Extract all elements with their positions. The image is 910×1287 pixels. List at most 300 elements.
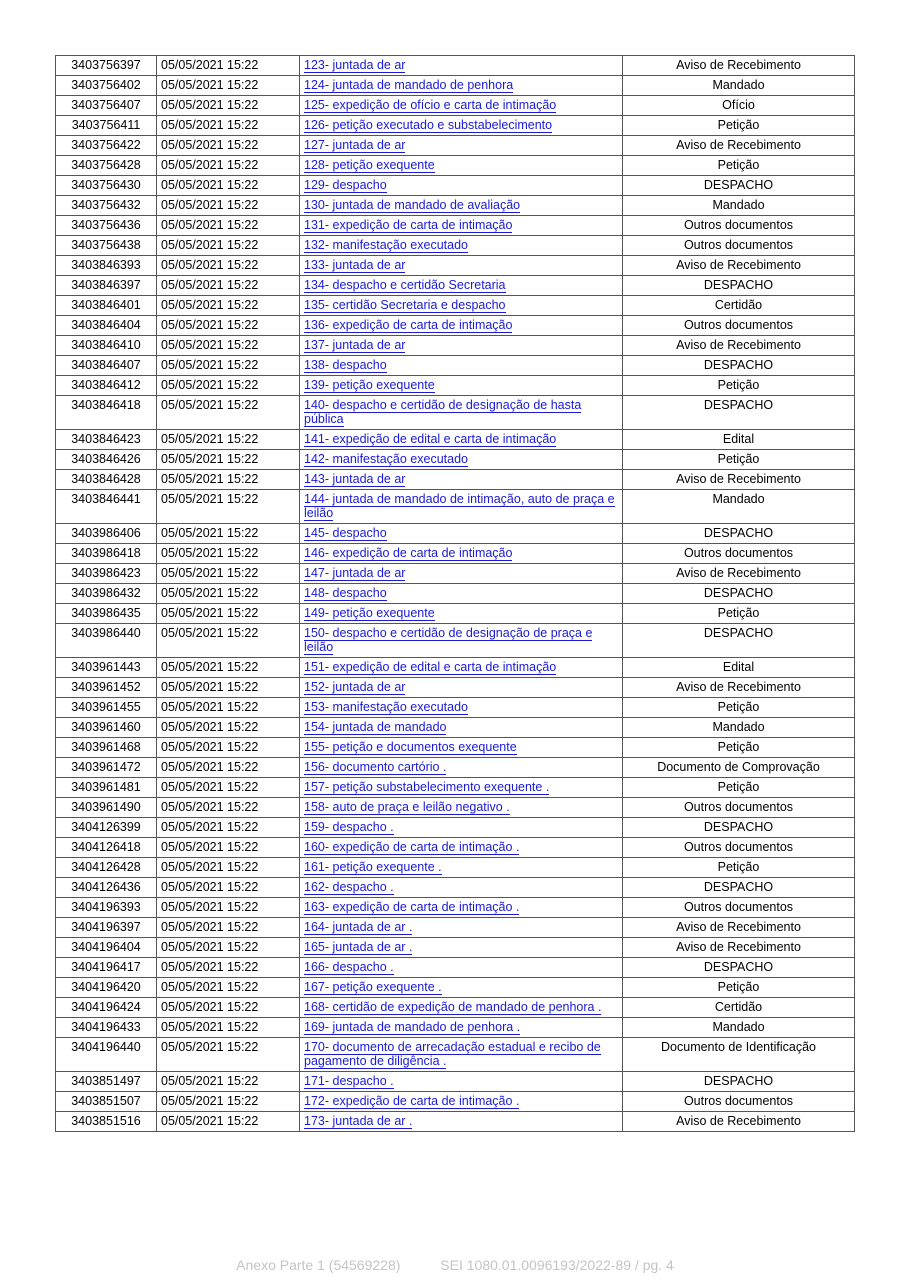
document-type-cell: Mandado [623,1018,855,1038]
table-row [56,316,855,336]
document-link[interactable]: 167- petição exequente . [304,980,442,994]
table-row [56,604,855,624]
document-link[interactable]: 145- despacho [304,526,387,540]
document-date-cell: 05/05/2021 15:22 [157,718,300,738]
document-type-cell: DESPACHO [623,176,855,196]
document-id-cell: 3403851516 [56,1112,157,1132]
document-type-cell: Aviso de Recebimento [623,56,855,76]
document-description-cell [300,1072,623,1092]
document-type-cell: Edital [623,658,855,678]
table-row [56,96,855,116]
document-type-cell: Petição [623,156,855,176]
table-row [56,276,855,296]
document-description-cell [300,136,623,156]
document-date-cell: 05/05/2021 15:22 [157,624,300,658]
document-date-cell: 05/05/2021 15:22 [157,356,300,376]
document-type-cell: Outros documentos [623,898,855,918]
document-description-cell [300,296,623,316]
document-description-cell [300,658,623,678]
document-date-cell: 05/05/2021 15:22 [157,1038,300,1072]
document-id-cell: 3403756407 [56,96,157,116]
document-date-cell: 05/05/2021 15:22 [157,1072,300,1092]
document-type-cell: DESPACHO [623,276,855,296]
document-date-cell: 05/05/2021 15:22 [157,296,300,316]
document-type-cell: Petição [623,450,855,470]
document-date-cell: 05/05/2021 15:22 [157,236,300,256]
document-link[interactable]: 172- expedição de carta de intimação . [304,1094,520,1108]
table-row [56,470,855,490]
document-id-cell: 3403961452 [56,678,157,698]
table-row [56,236,855,256]
document-id-cell: 3403846428 [56,470,157,490]
document-description-cell [300,450,623,470]
document-type-cell: Aviso de Recebimento [623,336,855,356]
document-date-cell: 05/05/2021 15:22 [157,490,300,524]
document-description-cell [300,176,623,196]
document-link[interactable]: 125- expedição de ofício e carta de intimação [304,98,557,112]
document-link[interactable]: 153- manifestação executado [304,700,468,714]
document-description-cell [300,898,623,918]
document-date-cell: 05/05/2021 15:22 [157,1092,300,1112]
footer-attachment-label: Anexo Parte 1 (54569228) [236,1257,401,1273]
document-link[interactable]: 162- despacho . [304,880,394,894]
table-row [56,564,855,584]
document-link[interactable]: 169- juntada de mandado de penhora . [304,1020,521,1034]
document-link[interactable]: 131- expedição de carta de intimação [304,218,513,232]
document-link[interactable]: 165- juntada de ar . [304,940,413,954]
document-type-cell: DESPACHO [623,624,855,658]
table-row [56,1112,855,1132]
document-id-cell: 3404196424 [56,998,157,1018]
document-description-cell [300,698,623,718]
document-description-cell [300,978,623,998]
document-description-cell [300,1038,623,1072]
table-row [56,738,855,758]
document-id-cell: 3403846426 [56,450,157,470]
document-link[interactable]: 168- certidão de expedição de mandado de penhora . [304,1000,602,1014]
document-type-cell: Documento de Comprovação [623,758,855,778]
document-id-cell: 3403756428 [56,156,157,176]
document-id-cell: 3403986440 [56,624,157,658]
document-link[interactable]: 157- petição substabelecimento exequente . [304,780,550,794]
table-row [56,818,855,838]
document-id-cell: 3403756411 [56,116,157,136]
document-link[interactable]: 160- expedição de carta de intimação . [304,840,520,854]
document-type-cell: Aviso de Recebimento [623,918,855,938]
document-link[interactable]: 148- despacho [304,586,387,600]
document-description-cell [300,156,623,176]
document-description-cell [300,678,623,698]
document-link[interactable]: 130- juntada de mandado de avaliação [304,198,521,212]
document-type-cell: Aviso de Recebimento [623,938,855,958]
documents-table [55,55,855,1132]
document-type-cell: Outros documentos [623,544,855,564]
document-type-cell: Outros documentos [623,798,855,818]
document-link[interactable]: 136- expedição de carta de intimação [304,318,513,332]
document-link[interactable]: 152- juntada de ar [304,680,406,694]
document-description-cell [300,376,623,396]
document-type-cell: Petição [623,376,855,396]
table-row [56,490,855,524]
table-row [56,698,855,718]
document-date-cell: 05/05/2021 15:22 [157,276,300,296]
document-type-cell: Mandado [623,718,855,738]
document-date-cell: 05/05/2021 15:22 [157,156,300,176]
table-row [56,624,855,658]
table-row [56,296,855,316]
document-link[interactable]: 140- despacho e certidão de designação de hasta pública [304,398,582,426]
document-id-cell: 3404126418 [56,838,157,858]
document-description-cell [300,1018,623,1038]
table-row [56,136,855,156]
table-row [56,176,855,196]
document-description-cell [300,858,623,878]
document-id-cell: 3403756422 [56,136,157,156]
table-row [56,76,855,96]
document-type-cell: DESPACHO [623,818,855,838]
document-id-cell: 3403846397 [56,276,157,296]
document-description-cell [300,818,623,838]
document-id-cell: 3403846441 [56,490,157,524]
document-link[interactable]: 126- petição executado e substabelecimento [304,118,553,132]
document-date-cell: 05/05/2021 15:22 [157,116,300,136]
document-id-cell: 3403756436 [56,216,157,236]
document-type-cell: Aviso de Recebimento [623,136,855,156]
document-description-cell [300,490,623,524]
table-row [56,678,855,698]
document-type-cell: DESPACHO [623,958,855,978]
document-type-cell: Petição [623,978,855,998]
document-id-cell: 3403846412 [56,376,157,396]
table-row [56,758,855,778]
document-link[interactable]: 146- expedição de carta de intimação [304,546,513,560]
document-type-cell: Certidão [623,296,855,316]
document-description-cell [300,396,623,430]
document-id-cell: 3403961490 [56,798,157,818]
document-date-cell: 05/05/2021 15:22 [157,1018,300,1038]
document-date-cell: 05/05/2021 15:22 [157,564,300,584]
document-date-cell: 05/05/2021 15:22 [157,1112,300,1132]
document-date-cell: 05/05/2021 15:22 [157,678,300,698]
document-id-cell: 3403986432 [56,584,157,604]
document-date-cell: 05/05/2021 15:22 [157,396,300,430]
document-type-cell: Edital [623,430,855,450]
document-type-cell: DESPACHO [623,878,855,898]
document-description-cell [300,470,623,490]
table-row [56,156,855,176]
document-date-cell: 05/05/2021 15:22 [157,938,300,958]
document-type-cell: Outros documentos [623,1092,855,1112]
document-type-cell: Certidão [623,998,855,1018]
document-link[interactable]: 129- despacho [304,178,387,192]
table-row [56,898,855,918]
document-date-cell: 05/05/2021 15:22 [157,858,300,878]
document-link[interactable]: 151- expedição de edital e carta de intimação [304,660,557,674]
document-date-cell: 05/05/2021 15:22 [157,524,300,544]
document-date-cell: 05/05/2021 15:22 [157,798,300,818]
document-date-cell: 05/05/2021 15:22 [157,96,300,116]
document-id-cell: 3404196420 [56,978,157,998]
document-link[interactable]: 127- juntada de ar [304,138,406,152]
document-id-cell: 3403756397 [56,56,157,76]
table-row [56,256,855,276]
document-date-cell: 05/05/2021 15:22 [157,658,300,678]
table-row [56,336,855,356]
table-row [56,356,855,376]
document-link[interactable]: 142- manifestação executado [304,452,468,466]
table-row [56,978,855,998]
document-description-cell [300,116,623,136]
table-row [56,1092,855,1112]
document-id-cell: 3403961481 [56,778,157,798]
document-type-cell: Outros documentos [623,838,855,858]
document-type-cell: Ofício [623,96,855,116]
document-id-cell: 3404126428 [56,858,157,878]
document-description-cell [300,356,623,376]
document-description-cell [300,196,623,216]
document-date-cell: 05/05/2021 15:22 [157,56,300,76]
document-type-cell: DESPACHO [623,356,855,376]
table-row [56,450,855,470]
document-type-cell: Mandado [623,196,855,216]
document-date-cell: 05/05/2021 15:22 [157,584,300,604]
document-date-cell: 05/05/2021 15:22 [157,216,300,236]
document-date-cell: 05/05/2021 15:22 [157,136,300,156]
table-row [56,958,855,978]
document-date-cell: 05/05/2021 15:22 [157,978,300,998]
table-row [56,778,855,798]
document-type-cell: Documento de Identificação [623,1038,855,1072]
document-description-cell [300,256,623,276]
document-description-cell [300,276,623,296]
document-id-cell: 3403961455 [56,698,157,718]
document-description-cell [300,778,623,798]
document-type-cell: Aviso de Recebimento [623,470,855,490]
document-link[interactable]: 156- documento cartório . [304,760,447,774]
document-description-cell [300,938,623,958]
document-type-cell: DESPACHO [623,524,855,544]
document-id-cell: 3403846404 [56,316,157,336]
document-description-cell [300,524,623,544]
document-id-cell: 3404126436 [56,878,157,898]
document-id-cell: 3404196417 [56,958,157,978]
document-link[interactable]: 170- documento de arrecadação estadual e recibo de pagamento de diligência . [304,1040,601,1068]
table-row [56,524,855,544]
document-description-cell [300,564,623,584]
table-row [56,196,855,216]
document-description-cell [300,838,623,858]
document-link[interactable]: 171- despacho . [304,1074,394,1088]
document-id-cell: 3403986435 [56,604,157,624]
document-id-cell: 3403961468 [56,738,157,758]
document-link[interactable]: 134- despacho e certidão Secretaria [304,278,506,292]
document-type-cell: Mandado [623,76,855,96]
document-id-cell: 3404196433 [56,1018,157,1038]
table-row [56,798,855,818]
document-description-cell [300,958,623,978]
document-type-cell: DESPACHO [623,584,855,604]
document-link[interactable]: 163- expedição de carta de intimação . [304,900,520,914]
document-type-cell: Outros documentos [623,316,855,336]
document-link[interactable]: 158- auto de praça e leilão negativo . [304,800,510,814]
document-date-cell: 05/05/2021 15:22 [157,176,300,196]
document-description-cell [300,430,623,450]
document-description-cell [300,998,623,1018]
document-type-cell: Petição [623,698,855,718]
document-id-cell: 3403986418 [56,544,157,564]
document-id-cell: 3403756402 [56,76,157,96]
document-date-cell: 05/05/2021 15:22 [157,758,300,778]
document-link[interactable]: 143- juntada de ar [304,472,406,486]
document-link[interactable]: 139- petição exequente [304,378,435,392]
document-link[interactable]: 141- expedição de edital e carta de intimação [304,432,557,446]
document-id-cell: 3403961460 [56,718,157,738]
document-description-cell [300,738,623,758]
document-date-cell: 05/05/2021 15:22 [157,898,300,918]
document-description-cell [300,918,623,938]
document-type-cell: Aviso de Recebimento [623,256,855,276]
document-description-cell [300,316,623,336]
document-id-cell: 3404196397 [56,918,157,938]
document-link[interactable]: 138- despacho [304,358,387,372]
table-row [56,216,855,236]
document-link[interactable]: 164- juntada de ar . [304,920,413,934]
document-description-cell [300,1092,623,1112]
document-type-cell: Petição [623,858,855,878]
document-description-cell [300,798,623,818]
document-link[interactable]: 123- juntada de ar [304,58,406,72]
document-id-cell: 3403756438 [56,236,157,256]
document-date-cell: 05/05/2021 15:22 [157,838,300,858]
document-date-cell: 05/05/2021 15:22 [157,196,300,216]
document-id-cell: 3404126399 [56,818,157,838]
document-id-cell: 3403961443 [56,658,157,678]
document-description-cell [300,718,623,738]
document-link[interactable]: 161- petição exequente . [304,860,442,874]
document-type-cell: DESPACHO [623,396,855,430]
table-row [56,878,855,898]
document-date-cell: 05/05/2021 15:22 [157,336,300,356]
document-date-cell: 05/05/2021 15:22 [157,316,300,336]
document-description-cell [300,236,623,256]
document-link[interactable]: 155- petição e documentos exequente [304,740,517,754]
document-date-cell: 05/05/2021 15:22 [157,998,300,1018]
document-type-cell: Aviso de Recebimento [623,1112,855,1132]
document-description-cell [300,878,623,898]
table-row [56,396,855,430]
table-row [56,718,855,738]
document-type-cell: Petição [623,778,855,798]
document-link[interactable]: 124- juntada de mandado de penhora [304,78,514,92]
document-date-cell: 05/05/2021 15:22 [157,778,300,798]
table-row [56,1038,855,1072]
document-id-cell: 3403756432 [56,196,157,216]
document-date-cell: 05/05/2021 15:22 [157,878,300,898]
document-description-cell [300,1112,623,1132]
table-row [56,56,855,76]
document-id-cell: 3403846407 [56,356,157,376]
table-row [56,858,855,878]
document-date-cell: 05/05/2021 15:22 [157,958,300,978]
document-id-cell: 3403846410 [56,336,157,356]
document-date-cell: 05/05/2021 15:22 [157,604,300,624]
document-description-cell [300,544,623,564]
footer-sei-reference: SEI 1080.01.0096193/2022-89 / pg. 4 [440,1257,674,1273]
document-link[interactable]: 149- petição exequente [304,606,435,620]
document-description-cell [300,56,623,76]
document-id-cell: 3403846423 [56,430,157,450]
document-description-cell [300,216,623,236]
document-type-cell: Outros documentos [623,236,855,256]
table-row [56,938,855,958]
document-description-cell [300,624,623,658]
document-id-cell: 3403846401 [56,296,157,316]
document-link[interactable]: 144- juntada de mandado de intimação, auto de praça e leilão [304,492,615,520]
document-link[interactable]: 137- juntada de ar [304,338,406,352]
document-link[interactable]: 173- juntada de ar . [304,1114,413,1128]
document-date-cell: 05/05/2021 15:22 [157,430,300,450]
document-date-cell: 05/05/2021 15:22 [157,918,300,938]
document-link[interactable]: 150- despacho e certidão de designação de praça e leilão [304,626,593,654]
table-row [56,376,855,396]
document-description-cell [300,604,623,624]
document-id-cell: 3403846418 [56,396,157,430]
document-date-cell: 05/05/2021 15:22 [157,544,300,564]
document-link[interactable]: 159- despacho . [304,820,394,834]
document-type-cell: Petição [623,604,855,624]
document-id-cell: 3403851507 [56,1092,157,1112]
document-date-cell: 05/05/2021 15:22 [157,76,300,96]
page-footer [0,1257,910,1273]
document-id-cell: 3403846393 [56,256,157,276]
document-date-cell: 05/05/2021 15:22 [157,698,300,718]
document-date-cell: 05/05/2021 15:22 [157,256,300,276]
document-type-cell: Aviso de Recebimento [623,678,855,698]
document-link[interactable]: 135- certidão Secretaria e despacho [304,298,506,312]
document-type-cell: Aviso de Recebimento [623,564,855,584]
document-link[interactable]: 128- petição exequente [304,158,435,172]
table-row [56,918,855,938]
table-row [56,544,855,564]
document-date-cell: 05/05/2021 15:22 [157,376,300,396]
document-description-cell [300,584,623,604]
table-row [56,838,855,858]
document-id-cell: 3403986423 [56,564,157,584]
document-date-cell: 05/05/2021 15:22 [157,470,300,490]
document-id-cell: 3403986406 [56,524,157,544]
document-date-cell: 05/05/2021 15:22 [157,450,300,470]
document-id-cell: 3403961472 [56,758,157,778]
table-row [56,116,855,136]
document-id-cell: 3403756430 [56,176,157,196]
document-date-cell: 05/05/2021 15:22 [157,818,300,838]
document-id-cell: 3404196440 [56,1038,157,1072]
document-link[interactable]: 166- despacho . [304,960,394,974]
table-row [56,584,855,604]
document-id-cell: 3404196393 [56,898,157,918]
document-link[interactable]: 147- juntada de ar [304,566,406,580]
document-link[interactable]: 154- juntada de mandado [304,720,447,734]
document-link[interactable]: 133- juntada de ar [304,258,406,272]
document-type-cell: Petição [623,116,855,136]
documents-table-body [56,56,855,1132]
table-row [56,1072,855,1092]
document-date-cell: 05/05/2021 15:22 [157,738,300,758]
document-link[interactable]: 132- manifestação executado [304,238,468,252]
document-type-cell: DESPACHO [623,1072,855,1092]
document-description-cell [300,336,623,356]
document-type-cell: Mandado [623,490,855,524]
